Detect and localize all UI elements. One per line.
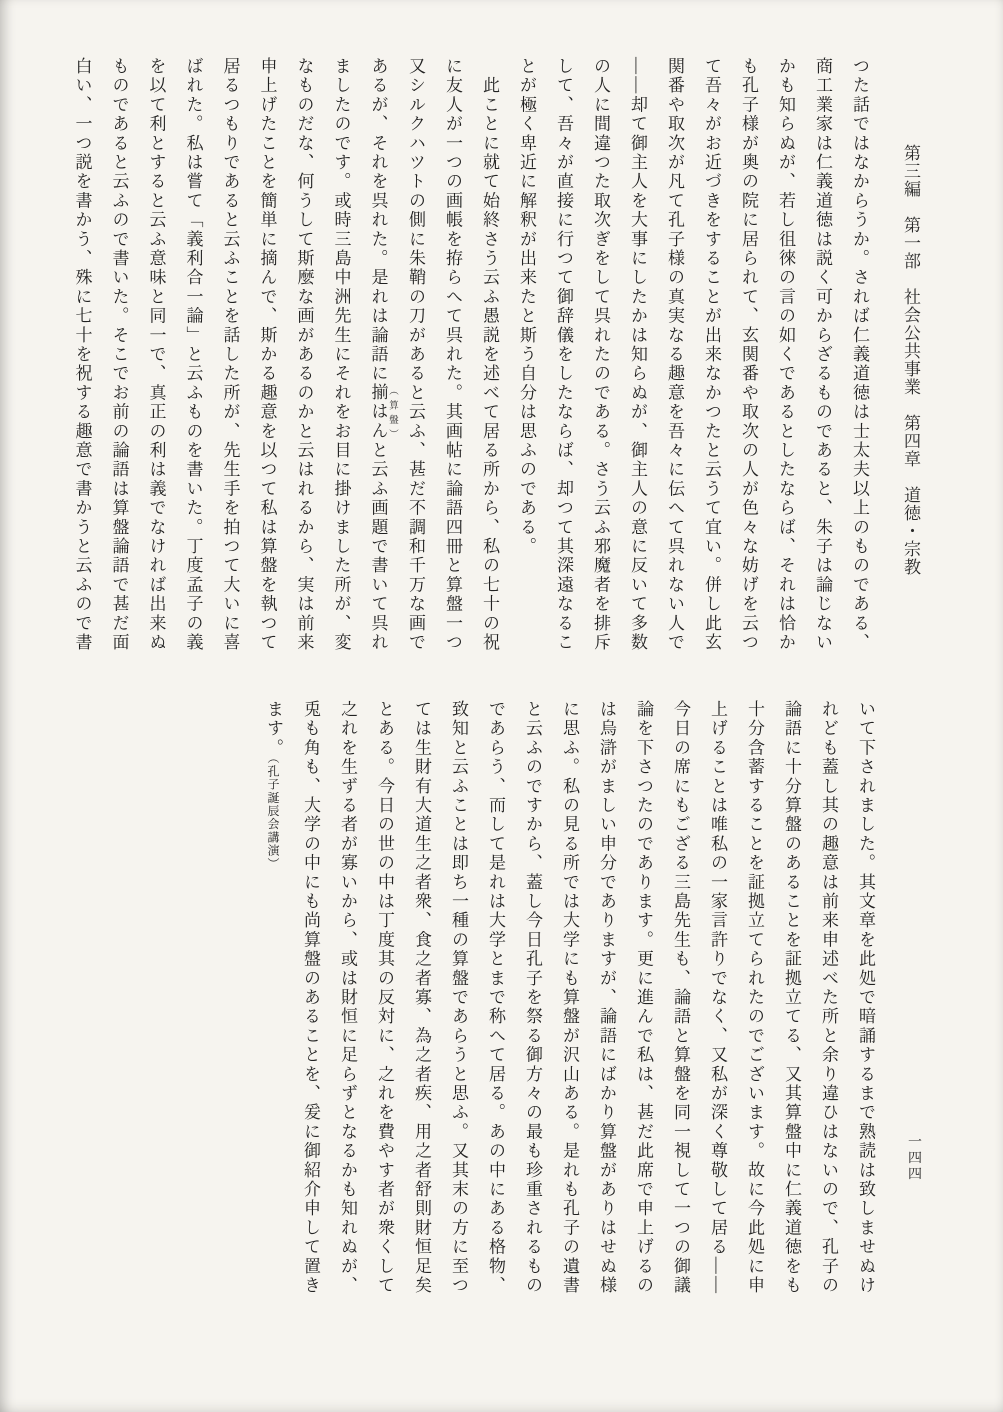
text-column: と云ふのですから、蓋し今日孔子を祭る御方々の最も珍重されるもの	[523, 700, 542, 1296]
running-head: 第三編 第一部 社会公共事業 第四章 道徳・宗教	[901, 144, 920, 576]
text-column-with-note	[254, 700, 292, 1301]
text-column: 兎も角も、大学の中にも尚算盤のあることを、爰に御紹介申して置き	[301, 700, 320, 1296]
text-column: て吾々がお近づきをすることが出来なかつたと云うて宜い。併し此玄	[702, 57, 721, 653]
text-column: 商工業家は仁義道徳は説く可からざるものであると、朱子は論じない	[813, 57, 832, 653]
text-column: つた話ではなからうか。されば仁義道徳は士太夫以上のものである、	[850, 57, 869, 653]
text-segment: ます。	[264, 700, 283, 758]
gloss-note: （算盤）	[387, 383, 397, 441]
text-column: ものであると云ふので書いた。そこでお前の論語は算盤論語で甚だ面	[109, 57, 129, 653]
text-column: に思ふ。私の見る所では大学にも算盤が沢山ある。是れも孔子の遺書	[560, 700, 579, 1296]
page-number: 一四四	[906, 1134, 921, 1182]
text-column: 関番や取次が凡て孔子様の真実なる趣意を吾々に伝へて呉れない人で	[665, 57, 684, 653]
text-column: 論を下さつたのであります。更に進んで私は、甚だ此席で申上げるの	[634, 700, 653, 1296]
text-column: 今日の席にもござる三島先生も、論語と算盤を同一視して一つの御議	[671, 700, 690, 1296]
text-block-lower	[254, 700, 884, 1301]
text-column: 白い、一つ説を書かう、殊に七十を祝する趣意で書かうと云ふので書	[72, 57, 92, 653]
text-segment: あるが、それを呉れた。是れは論語に	[368, 57, 388, 384]
text-column: に友人が一つの画帳を拵らへて呉れた。其画帖に論語四冊と算盤一つ	[443, 57, 462, 653]
text-column: とが極く卑近に解釈が出来たと斯う自分は思ふのである。	[517, 57, 536, 557]
text-column: 之れを生ずる者が寡いから、或は財恒に足らずとなるかも知れぬが、	[338, 700, 357, 1296]
text-column: ては生財有大道生之者衆、食之者寡、為之者疾、用之者舒則財恒足矣	[412, 700, 431, 1296]
text-column: 十分含蓄することを証拠立てられたのでございます。故に今此処に申	[745, 700, 764, 1296]
text-column: 論語に十分算盤のあることを証拠立てる、又其算盤中に仁義道徳をも	[782, 700, 801, 1296]
text-column: 此ことに就て始終さう云ふ愚説を述べて居る所から、私の七十の祝	[480, 57, 499, 653]
text-segment: 揃はん	[368, 383, 388, 442]
text-column: して、吾々が直接に行つて御辞儀をしたならば、却つて其深遠なるこ	[554, 57, 573, 653]
text-column: れども蓋し其の趣意は前来申述べた所と余り違ひはないので、孔子の	[819, 700, 838, 1296]
text-column: 上げることは唯私の一家言許りでなく、又私が深く尊敬して居る——	[708, 700, 727, 1296]
text-column: とある。今日の世の中は丁度其の反対に、之れを費やす者が衆くして	[375, 700, 394, 1296]
source-note: （孔子誕辰会講演）	[266, 757, 280, 871]
text-column: 致知と云ふことは即ち一種の算盤であらうと思ふ。又其末の方に至つ	[449, 700, 468, 1296]
text-column: を以て利とすると云ふ意味と同一で、真正の利は義でなければ出来ぬ	[146, 57, 166, 653]
text-column: の人に間違つた取次ぎをして呉れたのである。さう云ふ邪魔者を排斥	[591, 57, 610, 653]
text-block-upper	[64, 57, 879, 658]
text-column: 又シルクハツトの側に朱鞘の刀があると云ふ、甚だ不調和千万な画で	[406, 57, 425, 653]
text-column: なものだな、何うして斯麼な画があるのかと云はれるから、実は前来	[294, 57, 314, 653]
text-column: いて下されました。其文章を此処で暗誦するまで熟読は致しませぬけ	[856, 700, 875, 1296]
text-column: ましたのです。或時三島中洲先生にそれをお目に掛けました所が、変	[331, 57, 351, 653]
text-segment: と云ふ画題で書いて呉れ	[368, 441, 388, 653]
text-column: ばれた。私は嘗て「義利合一論」と云ふものを書いた。丁度孟子の義	[183, 57, 203, 653]
text-column: 申上げたことを簡単に摘んで、斯かる趣意を以つて私は算盤を執つて	[257, 57, 277, 653]
text-column: 居るつもりであると云ふことを話した所が、先生手を拍つて大いに喜	[220, 57, 240, 653]
text-column-with-gloss	[360, 57, 398, 658]
text-column: であらう、而して是れは大学とまで称へて居る。あの中にある格物、	[486, 700, 505, 1296]
text-column: も孔子様が奥の院に居られて、玄関番や取次の人が色々な妨げを云つ	[739, 57, 758, 653]
text-column: は烏滸がましい申分でありますが、論語にばかり算盤がありはせぬ様	[597, 700, 616, 1296]
annotated-word	[368, 383, 397, 442]
text-column: かも知らぬが、若し徂徠の言の如くであるとしたならば、それは恰か	[776, 57, 795, 653]
text-column: ——却て御主人を大事にしたかは知らぬが、御主人の意に反いて多数	[628, 57, 647, 653]
